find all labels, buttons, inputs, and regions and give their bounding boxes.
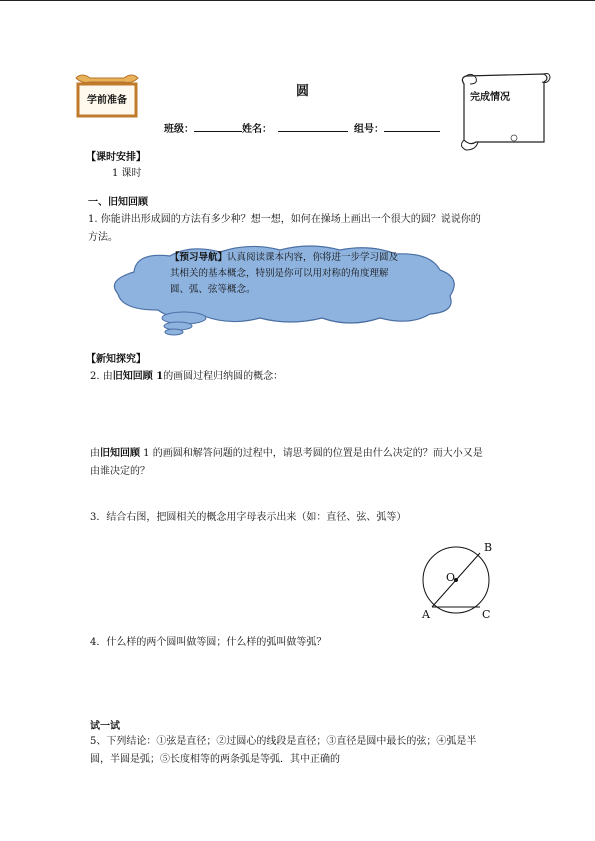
group-field[interactable] — [384, 120, 440, 132]
label-c: C — [482, 608, 491, 621]
preview-line-2: 其相关的基本概念，特别是你可以用对称的角度理解 — [170, 268, 389, 279]
question-2b — [90, 445, 483, 481]
question-3: 3．结合右图，把圆相关的概念用字母表示出来（如：直径、弦、弧等） — [90, 512, 407, 523]
question-1-line-1: 1. 你能讲出形成圆的方法有多少种？想一想，如何在操场上画出一个很大的圆？说说你的 — [88, 214, 481, 225]
name-field[interactable] — [278, 120, 348, 132]
question-2 — [90, 368, 283, 385]
class-label: 班级： — [164, 124, 194, 135]
scroll-frame-icon — [456, 70, 554, 152]
question-4: 4．什么样的两个圆叫做等圆；什么样的弧叫做等弧？ — [90, 637, 327, 648]
question-2-suffix: 的画圆过程归纳圆的概念： — [163, 371, 284, 382]
review-heading: 一、旧知回顾 — [88, 197, 148, 208]
explore-heading: 【新知探究】 — [86, 354, 146, 365]
schedule-heading: 【课时安排】 — [86, 152, 146, 163]
name-label: 姓名： — [242, 124, 272, 135]
prep-badge-label: 学前准备 — [87, 95, 127, 106]
question-2-prefix: 2. 由 — [90, 371, 113, 382]
page-top-rule — [0, 0, 595, 1]
prep-badge — [72, 72, 142, 118]
question-2b-suffix: 1 的画圆和解答问题的过程中，请思考圆的位置是由什么决定的？而大小又是 — [140, 448, 483, 459]
question-2b-prefix: 由 — [90, 448, 100, 459]
preview-text — [170, 250, 398, 298]
question-5-line-1: 5、下列结论：①弦是直径；②过圆心的线段是直径；③直径是圆中最长的弦；④弧是半 — [90, 736, 477, 747]
question-5-line-2: 圆，半圆是弧；⑤长度相等的两条弧是等弧．其中正确的 — [90, 754, 340, 765]
preview-line-1: 认真阅读课本内容，你将进一步学习圆及 — [227, 252, 399, 263]
question-2b-ref: 旧知回顾 — [100, 448, 140, 459]
preview-line-3: 圆、弧、弦等概念。 — [170, 284, 256, 295]
circle-figure — [416, 540, 500, 624]
question-5 — [90, 733, 476, 769]
preview-cloud — [100, 244, 460, 336]
label-o: O — [446, 571, 456, 584]
question-2-ref: 旧知回顾 1 — [112, 371, 164, 382]
student-info-line — [164, 120, 440, 138]
schedule-value: 1 课时 — [112, 168, 142, 179]
question-2b-line-2: 由谁决定的？ — [90, 466, 150, 477]
trial-heading: 试一试 — [90, 721, 120, 732]
completion-box — [456, 70, 554, 152]
page-title: 圆 — [296, 84, 310, 99]
class-field[interactable] — [194, 120, 242, 132]
preview-label: 【预习导航】 — [170, 252, 228, 263]
group-label: 组号： — [354, 124, 384, 135]
label-b: B — [484, 541, 493, 554]
question-1 — [88, 211, 481, 247]
label-a: A — [422, 608, 430, 621]
completion-label: 完成情况 — [470, 92, 510, 103]
question-1-line-2: 方法。 — [88, 232, 118, 243]
